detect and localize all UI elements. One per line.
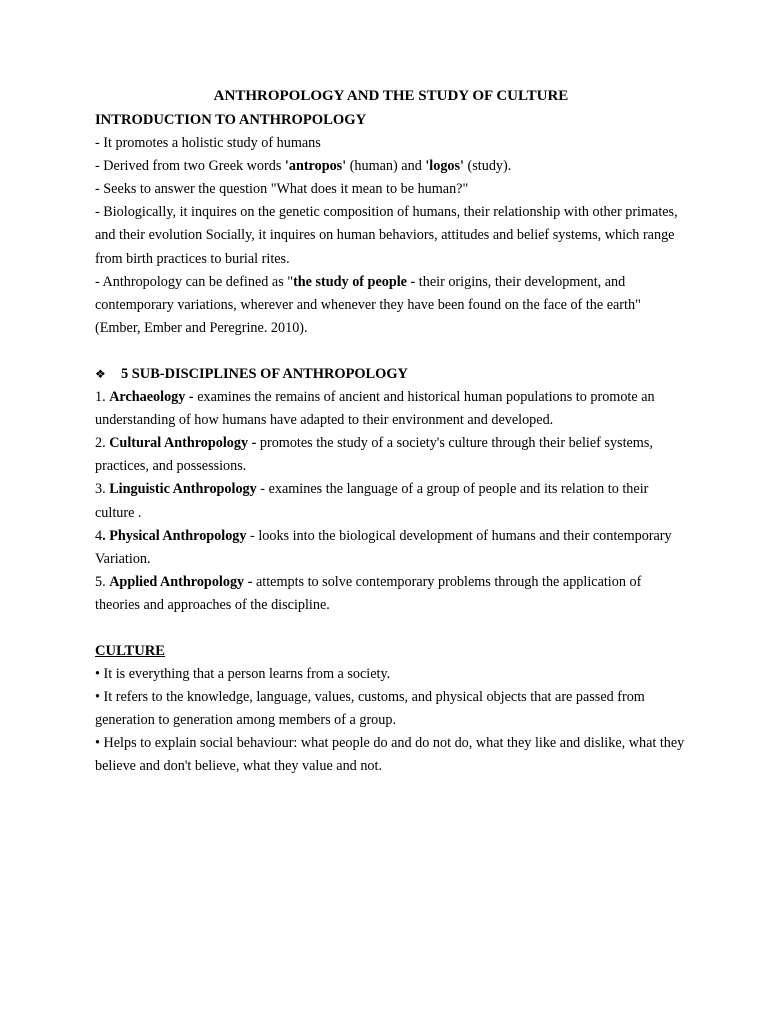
document-page (95, 86, 685, 779)
intro-p2-text-c: (human) and (346, 158, 426, 175)
item-description: - examines the language of a group of people and its relation to their culture . (95, 481, 649, 521)
intro-paragraph-2 (95, 155, 685, 178)
culture-item-2: • It refers to the knowledge, language, values, customs, and physical objects that are passed from generation to generation among members of a group. (95, 689, 645, 729)
item-number: 5. (95, 573, 110, 590)
intro-p2-term-antropos: 'antropos' (284, 158, 347, 175)
intro-paragraph-4: - Biologically, it inquires on the genetic composition of humans, their relationship with other primates, and their evolution Socially, it inquires on human behaviors, attitudes and belief systems, which range from birth practices to burial rites. (95, 204, 678, 267)
intro-p5-definition: the study of people - (293, 273, 416, 290)
subdisciplines-heading-row (95, 363, 685, 386)
intro-paragraph-5 (95, 271, 685, 340)
item-number: 1. (95, 389, 110, 406)
intro-p2-text-a: - Derived from two Greek words (95, 158, 285, 175)
item-description: attempts to solve contemporary problems through the application of theories and approaches of the discipline. (95, 573, 642, 613)
intro-heading: INTRODUCTION TO ANTHROPOLOGY (95, 112, 367, 128)
item-name: Linguistic Anthropology (109, 481, 257, 498)
item-name: Cultural Anthropology - (109, 435, 257, 452)
item-number: 2. (95, 435, 110, 452)
culture-item-3: • Helps to explain social behaviour: what people do and do not do, what they like and dislike, what they believe and don't believe, what they value and not. (95, 735, 685, 775)
item-description: examines the remains of ancient and historical human populations to promote an understanding of how humans have adapted to their environment and developed. (95, 389, 655, 429)
item-description: promotes the study of a society's culture through their belief systems, practices, and possessions. (95, 435, 653, 475)
intro-p2-term-logos: 'logos' (425, 158, 464, 175)
culture-heading: CULTURE (95, 642, 166, 659)
item-name: Archaeology - (109, 389, 194, 406)
intro-paragraph-1: - It promotes a holistic study of humans (95, 135, 321, 152)
intro-paragraph-3: - Seeks to answer the question "What does it mean to be human?" (95, 181, 469, 198)
document-title: ANTHROPOLOGY AND THE STUDY OF CULTURE (213, 88, 569, 104)
diamond-bullet-icon: ❖ (95, 366, 106, 381)
subdiscipline-item-4 (95, 525, 685, 571)
subdiscipline-item-5 (95, 571, 685, 617)
intro-p2-text-e: (study). (463, 158, 512, 175)
intro-p5-text-c: their origins, their development, and contemporary variations, wherever and whenever they have been found on the face of the earth" (Ember, Ember and Peregrine. 2010). (95, 273, 641, 336)
item-name: . Physical Anthropology (102, 527, 247, 544)
subdisciplines-heading: 5 SUB-DISCIPLINES OF ANTHROPOLOGY (121, 365, 408, 382)
item-description: - looks into the biological development of humans and their contemporary Variation. (95, 527, 672, 567)
culture-item-1: • It is everything that a person learns from a society. (95, 666, 391, 683)
item-number: 4 (95, 527, 103, 544)
spacer (95, 617, 685, 640)
item-name: Applied Anthropology - (109, 573, 253, 590)
item-number: 3. (95, 481, 110, 498)
subdiscipline-item-2 (95, 432, 685, 478)
subdiscipline-item-1 (95, 386, 685, 432)
spacer (95, 340, 685, 363)
intro-p5-text-a: - Anthropology can be defined as " (95, 273, 294, 290)
subdiscipline-item-3 (95, 478, 685, 524)
